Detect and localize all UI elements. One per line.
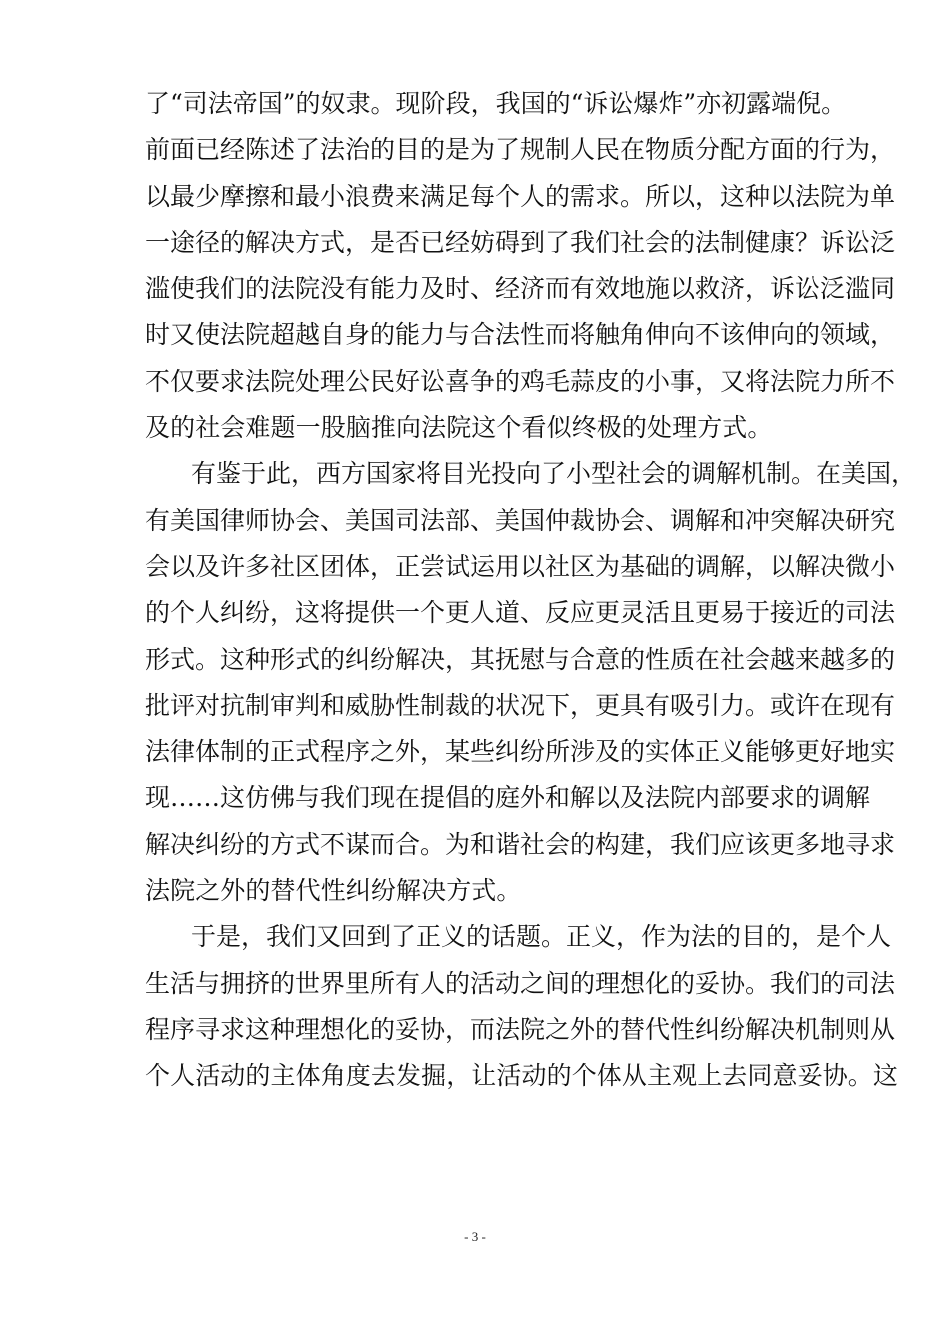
text-line: 以最少摩擦和最小浪费来满足每个人的需求。所以，这种以法院为单 (145, 181, 896, 211)
text-line: 于是，我们又回到了正义的话题。正义，作为法的目的，是个人 (191, 922, 892, 952)
text-line: 不仅要求法院处理公民好讼喜争的鸡毛蒜皮的小事，又将法院力所不 (145, 366, 896, 396)
text-line: 了“司法帝国”的奴隶。现阶段，我国的“诉讼爆炸”亦初露端倪。 (145, 89, 847, 118)
text-line: 解决纠纷的方式不谋而合。为和谐社会的构建，我们应该更多地寻求 (145, 829, 896, 859)
text-line: 法律体制的正式程序之外，某些纠纷所涉及的实体正义能够更好地实 (145, 737, 896, 767)
text-line: 滥使我们的法院没有能力及时、经济而有效地施以救济，诉讼泛滥同 (145, 274, 896, 304)
text-line: 现……这仿佛与我们现在提倡的庭外和解以及法院内部要求的调解 (145, 783, 871, 813)
text-line: 有鉴于此，西方国家将目光投向了小型社会的调解机制。在美国， (191, 459, 917, 489)
text-line: 有美国律师协会、美国司法部、美国仲裁协会、调解和冲突解决研究 (145, 505, 896, 535)
text-line: 个人活动的主体角度去发掘，让活动的个体从主观上去同意妥协。这 (145, 1061, 899, 1091)
body-text (145, 81, 917, 1100)
text-line: 前面已经陈述了法治的目的是为了规制人民在物质分配方面的行为， (145, 135, 896, 165)
text-line: 法院之外的替代性纠纷解决方式。 (145, 876, 522, 906)
text-line: 生活与拥挤的世界里所有人的活动之间的理想化的妥协。我们的司法 (145, 968, 896, 998)
text-line: 的个人纠纷，这将提供一个更人道、反应更灵活且更易于接近的司法 (145, 598, 896, 628)
page-number: - 3 - (464, 1229, 486, 1244)
text-line: 时又使法院超越自身的能力与合法性而将触角伸向不该伸向的领域， (145, 320, 896, 350)
text-line: 及的社会难题一股脑推向法院这个看似终极的处理方式。 (145, 413, 773, 443)
text-line: 程序寻求这种理想化的妥协，而法院之外的替代性纠纷解决机制则从 (145, 1014, 896, 1044)
text-line: 一途径的解决方式，是否已经妨碍到了我们社会的法制健康？诉讼泛 (145, 227, 896, 257)
text-line: 批评对抗制审判和威胁性制裁的状况下，更具有吸引力。或许在现有 (145, 690, 896, 720)
text-line: 会以及许多社区团体，正尝试运用以社区为基础的调解，以解决微小 (145, 551, 896, 581)
text-line: 形式。这种形式的纠纷解决，其抚慰与合意的性质在社会越来越多的 (145, 644, 896, 674)
